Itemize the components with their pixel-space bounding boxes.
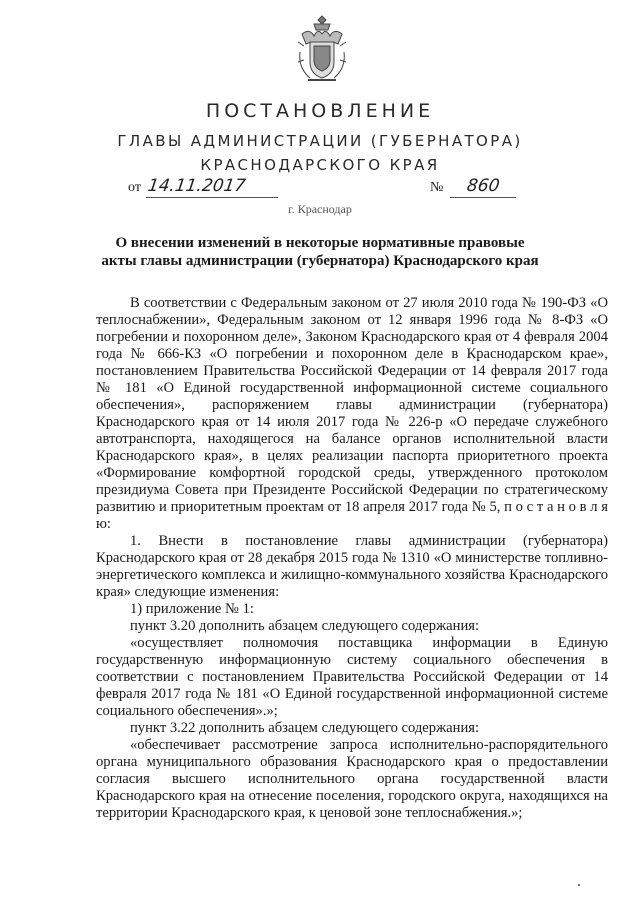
number-underline	[450, 197, 516, 198]
preamble-paragraph: В соответствии с Федеральным законом от 27 июля 2010 года № 190-ФЗ «О теплоснабжении», Федеральным законом от 12 января 1996 года № 8-ФЗ «О погребении и похоронном деле», Законом Краснодарского края от 4 февраля 2004 года № 666-КЗ «О погребении и похоронном деле в Краснодарском крае», постановлением Правительства Российской Федерации от 14 февраля 2017 года № 181 «О Единой государственной информационной системе социального обеспечения», распоряжением главы администрации (губернатора) Краснодарского края от 14 июля 2017 года № 226-р «О передаче служебного автотранспорта, находящегося на балансе органов исполнительной власти Краснодарского края», в целях реализации паспорта приоритетного проекта «Формирование комфортной городской среды, утвержденного протоколом президиума Совета при Президенте Российской Федерации по стратегическому развитию и приоритетным проектам от 18 апреля 2017 года № 5, п о с т а н о в л я ю:	[96, 295, 608, 532]
city-name: г. Краснодар	[288, 202, 352, 216]
date-underline	[146, 197, 278, 198]
issuer-heading: ГЛАВЫ АДМИНИСТРАЦИИ (ГУБЕРНАТОРА)	[117, 132, 523, 150]
title-line-1: О внесении изменений в некоторые нормативные правовые	[115, 235, 525, 251]
coat-of-arms-emblem	[294, 12, 350, 86]
number-label: №	[430, 180, 444, 195]
clause-3-22-text: «обеспечивает рассмотрение запроса исполнительно-распорядительного органа муниципального образования Краснодарского края о предоставлении согласия высшего исполнительного органа государственной власти Краснодарского края на отнесение поселения, городского округа, находящихся на территории Краснодарского края, к ценовой зоне теплоснабжения.»;	[96, 737, 608, 821]
document-type-heading: ПОСТАНОВЛЕНИЕ	[205, 100, 435, 122]
clause-3-22-paragraph: пункт 3.22 дополнить абзацем следующего содержания:	[130, 720, 480, 736]
date-label: от	[128, 180, 141, 195]
date-value: 14.11.2017	[146, 176, 247, 196]
clause-3-20-paragraph: пункт 3.20 дополнить абзацем следующего содержания:	[130, 618, 480, 634]
title-line-2: акты главы администрации (губернатора) Краснодарского края	[101, 253, 539, 269]
document-title	[60, 234, 580, 270]
clause-3-20-text: «осуществляет полномочия поставщика информации в Единую государственную информационную систему социального обеспечения в соответствии с постановлением Правительства Российской Федерации от 14 февраля 2017 года № 181 «О Единой государственной информационной системе социального обеспечения».»;	[96, 635, 608, 719]
item-1-paragraph: 1. Внести в постановление главы администрации (губернатора) Краснодарского края от 28 декабря 2015 года № 1310 «О министерстве топливно-энергетического комплекса и жилищно-коммунального хозяйства Краснодарского края» следующие изменения:	[96, 533, 608, 600]
scan-speck	[578, 884, 580, 886]
document-number: 860	[465, 176, 501, 196]
document-body	[96, 295, 608, 822]
subitem-1-paragraph: 1) приложение № 1:	[130, 601, 254, 617]
region-heading: КРАСНОДАРСКОГО КРАЯ	[200, 156, 440, 174]
